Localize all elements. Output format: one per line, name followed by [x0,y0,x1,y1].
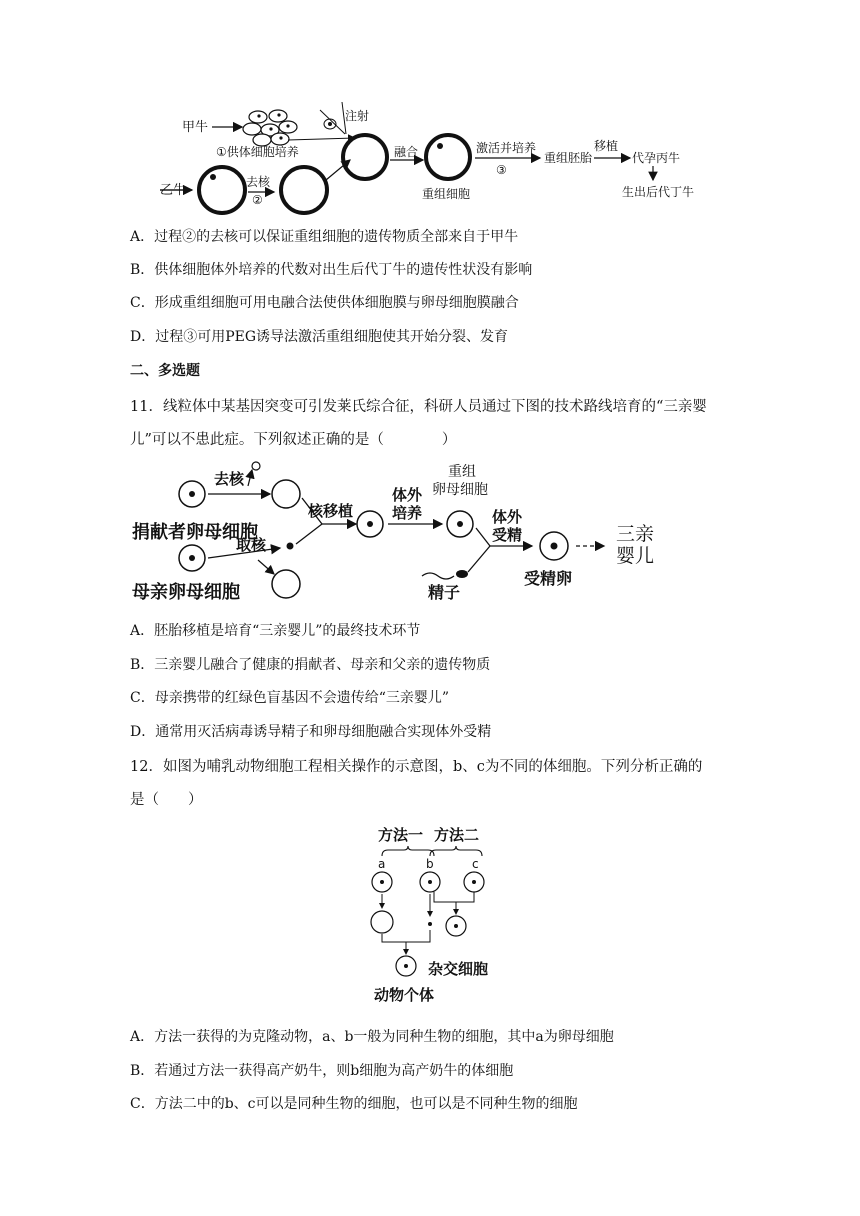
label-shoujingluan: 受精卵 [524,569,573,588]
label-ronghe: 融合 [394,145,419,159]
label-shengchu: 生出后代丁牛 [622,185,695,199]
label-jingzi: 精子 [428,583,461,602]
q10-option-b[interactable]: B．供体细胞体外培养的代数对出生后代丁牛的遗传性状没有影响 [130,262,533,278]
label-he-yizhi: 核移植 [308,502,354,520]
label-tiwai-shoujing-2: 受精 [492,526,523,544]
q10-option-a[interactable]: A．过程②的去核可以保证重组细胞的遗传物质全部来自于甲牛 [130,229,519,245]
label-step1: ①供体细胞培养 [216,145,299,159]
label-fangfa2: 方法二 [434,826,480,844]
cell-engineering-diagram [360,822,510,1012]
label-muqin: 母亲卵母细胞 [132,582,240,603]
label-tiwai-shoujing-1: 体外 [492,508,523,526]
q11-stem-line2: 儿”可以不患此症。下列叙述正确的是（ ） [130,432,457,448]
section-title: 二、多选题 [130,363,200,379]
q11-option-b[interactable]: B．三亲婴儿融合了健康的捐献者、母亲和父亲的遗传物质 [130,657,491,673]
label-dongwu: 动物个体 [374,986,435,1004]
enucleated-donor-oocyte [272,480,300,508]
enucleated-oocyte [281,167,327,213]
label-chongzu-2: 卵母细胞 [432,482,488,498]
label-chongzu-xibao: 重组细胞 [422,187,471,201]
label-yizhi: 移植 [594,139,619,153]
q12-stem-line2: 是（ ） [130,792,203,808]
sperm-icon [422,573,454,579]
cloning-diagram [160,100,710,220]
label-qu-he: 去核 [246,175,271,189]
label-sanqin-2: 婴儿 [616,545,655,567]
label-chongzu-1: 重组 [448,464,476,480]
three-parent-baby-diagram [130,458,670,608]
q11-option-c[interactable]: C．母亲携带的红绿色盲基因不会遗传给“三亲婴儿” [130,690,450,706]
label-zajiao: 杂交细胞 [428,960,489,978]
q12-option-b[interactable]: B．若通过方法一获得高产奶牛，则b细胞为高产奶牛的体细胞 [130,1063,514,1079]
label-chongzu-peitai: 重组胚胎 [544,151,593,165]
label-yi-niu: 乙牛 [160,183,187,198]
q12-stem-line1: 12．如图为哺乳动物细胞工程相关操作的示意图，b、c为不同的体细胞。下列分析正确的 [130,759,703,775]
q10-option-c[interactable]: C．形成重组细胞可用电融合法使供体细胞膜与卵母细胞膜融合 [130,295,519,311]
q10-option-d[interactable]: D．过程③可用PEG诱导法激活重组细胞使其开始分裂、发育 [130,329,509,345]
q11-option-d[interactable]: D．通常用灭活病毒诱导精子和卵母细胞融合实现体外受精 [130,724,492,740]
label-zhusi: 注射 [345,109,370,123]
q12-option-a[interactable]: A．方法一获得的为克隆动物，a、b一般为同种生物的细胞，其中a为卵母细胞 [130,1029,614,1045]
q11-option-a[interactable]: A．胚胎移植是培育“三亲婴儿”的最终技术环节 [130,623,421,639]
injection-icon [320,102,346,134]
label-qu-he2: 去核 [214,470,245,488]
q11-stem-line1: 11．线粒体中某基因突变可引发莱氏综合征，科研人员通过下图的技术路线培育的“三亲婴 [130,399,707,415]
label-qu-he3: 取核 [236,536,267,554]
q12-option-c[interactable]: C．方法二中的b、c可以是同种生物的细胞，也可以是不同种生物的细胞 [130,1096,578,1112]
label-c: c [472,857,479,871]
injected-oocyte [343,135,387,179]
enucleated-mother-oocyte [272,570,300,598]
oocyte-cell [199,167,245,213]
label-jihuo: 激活并培养 [476,141,537,155]
label-jia-niu: 甲牛 [182,120,209,135]
label-a: a [378,857,386,871]
label-step2: ② [252,193,263,207]
label-daiyun: 代孕丙牛 [632,151,681,165]
label-b: b [426,857,434,871]
label-step3: ③ [496,163,507,177]
label-tiwai-peiyang-2: 培养 [392,504,423,522]
label-sanqin-1: 三亲 [616,523,655,545]
label-juanxian: 捐献者卵母细胞 [132,522,258,543]
label-fangfa1: 方法一 [378,826,424,844]
label-tiwai-peiyang-1: 体外 [392,486,423,504]
reconstructed-cell [426,135,470,179]
enucleated-cell-a [371,911,393,933]
